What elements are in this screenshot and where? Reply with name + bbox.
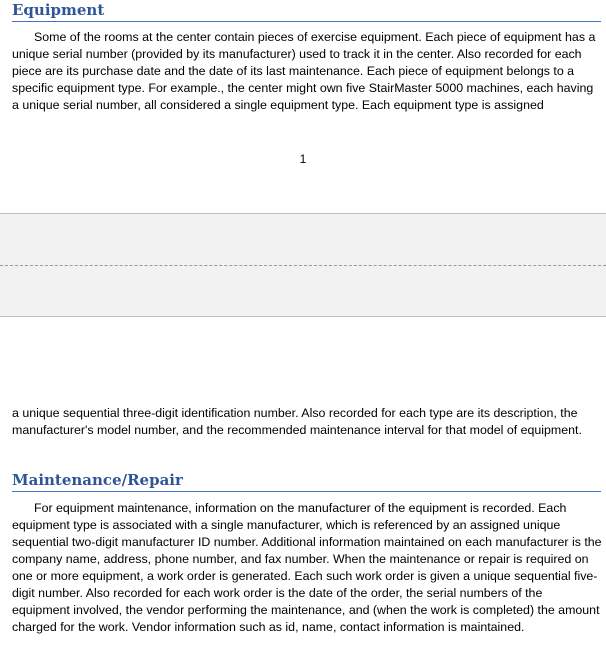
page-break-line: [0, 265, 606, 266]
heading-maintenance-repair: Maintenance/Repair: [12, 471, 601, 492]
page-2: [0, 317, 606, 656]
equipment-continuation: a unique sequential three-digit identification number. Also recorded for each type are its description, the manufacturer's model number, and the recommended maintenance interval for that model of equipment.: [12, 406, 582, 437]
equipment-paragraph: Some of the rooms at the center contain pieces of exercise equipment. Each piece of equipment has a unique serial number (provided by its manufacturer) used to track it in the center. Also recorded for each piece are its purchase date and the date of its last maintenance. Each piece of equipment belongs to a specific equipment type. For example., the center might own five StairMaster 5000 machines, each having a unique serial number, all considered a single equipment type. Each equipment type is assigned: [12, 30, 596, 112]
page-1: [0, 0, 606, 213]
maintenance-paragraph: For equipment maintenance, information on the manufacturer of the equipment is recorded. Each equipment type is associated with a single manufacturer, which is referenced by an assigned unique sequential two-digit manufacturer ID number. Additional information maintained on each manufacturer is the company name, address, phone number, and fax number. When the maintenance or repair is required on one or more equipment, a work order is generated. Each such work order is given a unique sequential five-digit number. Also recorded for each work order is the date of the order, the serial numbers of the equipment involved, the vendor performing the maintenance, and (when the work is completed) the amount charged for the work. Vendor information such as id, name, contact information is maintained.: [12, 501, 602, 634]
page-gap: [0, 213, 606, 317]
page-number: 1: [299, 152, 307, 166]
heading-equipment: Equipment: [12, 1, 601, 22]
